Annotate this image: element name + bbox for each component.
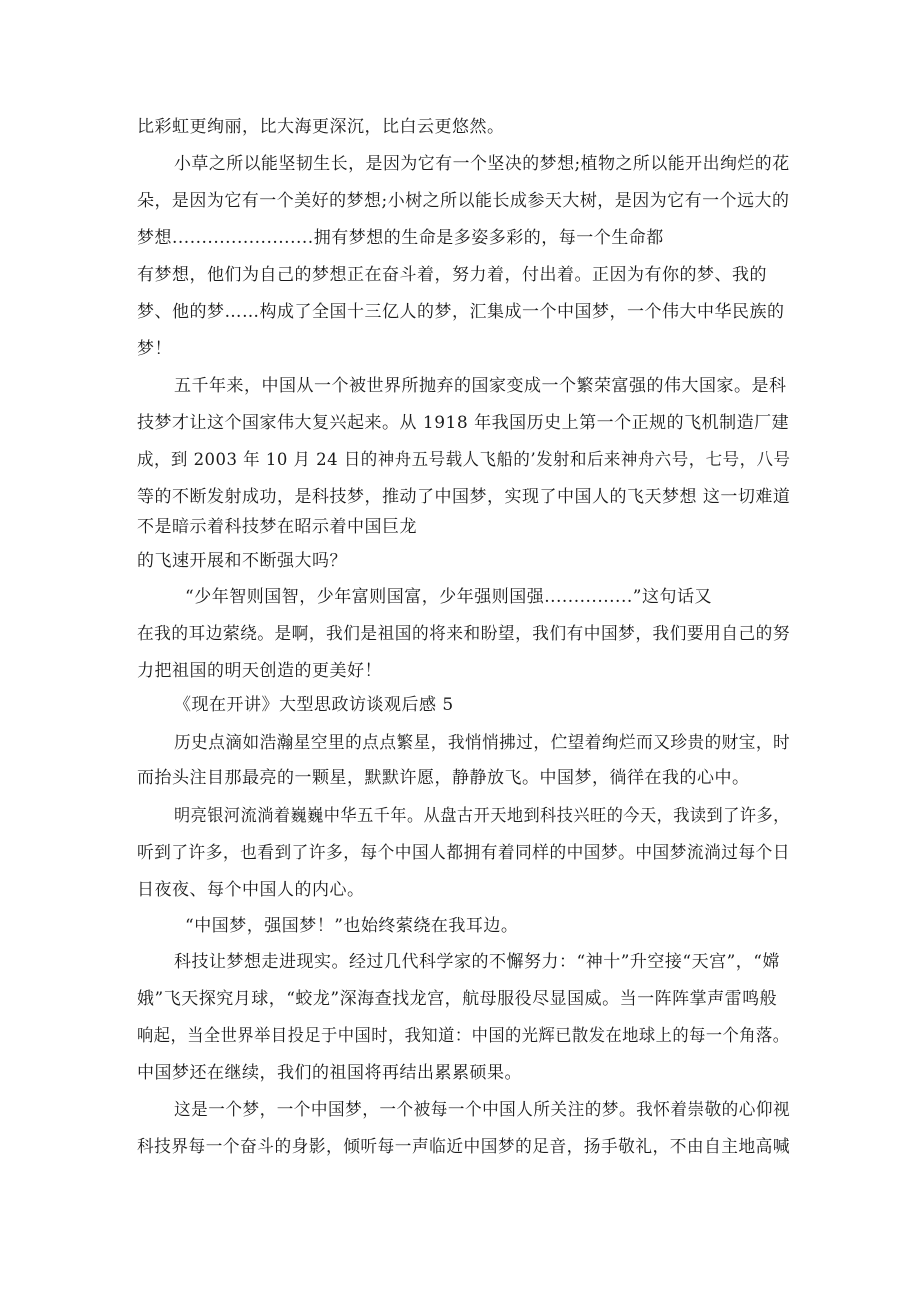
section-heading: 《现在开讲》大型思政访谈观后感 5 [174,695,454,715]
text-line: 日夜夜、每个中国人的内心。 [137,880,365,900]
text-line: 科技界每一个奋斗的身影，倾听每一声临近中国梦的足音，扬手敬礼，不由自主地高喊 [137,1137,791,1157]
text-line: 朵，是因为它有一个美好的梦想;小树之所以能长成参天大树，是因为它有一个远大的 [137,191,790,211]
text-line: 响起，当全世界举目投足于中国时，我知道：中国的光辉已散发在地球上的每一个角落。 [137,1026,790,1046]
text-line: 梦、他的梦……构成了全国十三亿人的梦，汇集成一个中国梦，一个伟大中华民族的 [137,302,785,322]
text-line: 听到了许多，也看到了许多，每个中国人都拥有着同样的中国梦。中国梦流淌过每个日 [137,843,791,863]
text-line: 梦想........................拥有梦想的生命是多姿多彩的，每一个生命都 [137,228,664,248]
text-line: 小草之所以能坚韧生长，是因为它有一个坚决的梦想;植物之所以能开出绚烂的花 [174,154,790,174]
text-line: 科技让梦想走进现实。经过几代科学家的不懈努力：“神十”升空接“天宫”，“嫦 [174,952,780,972]
text-line: “中国梦，强国梦！”也始终萦绕在我耳边。 [185,916,519,936]
text-line: 历史点滴如浩瀚星空里的点点繁星，我悄悄拂过，伫望着绚烂而又珍贵的财宝，时 [174,733,791,753]
text-line: 娥”飞天探究月球，“蛟龙”深海查找龙宫，航母服役尽显国威。当一阵阵掌声雷鸣般 [137,989,778,1009]
text-line: 有梦想，他们为自己的梦想正在奋斗着，努力着，付出着。正因为有你的梦、我的 [137,265,767,285]
text-line: 力把祖国的明天创造的更美好！ [137,661,382,681]
text-line: 技梦才让这个国家伟大复兴起来。从 1918 年我国历史上第一个正规的飞机制造厂建 [137,413,790,433]
text-line: 不是暗示着科技梦在昭示着中国巨龙 [137,517,417,537]
text-line: 在我的耳边萦绕。是啊，我们是祖国的将来和盼望，我们有中国梦，我们要用自己的努 [137,624,791,644]
text-line: 明亮银河流淌着巍巍中华五千年。从盘古开天地到科技兴旺的今天，我读到了许多， [174,806,790,826]
text-line: “少年智则国智，少年富则国富，少年强则国强...............”这句话又 [185,587,712,607]
text-line: 成，到 2003 年 10 月 24 日的神舟五号载人飞船的’发射和后来神舟六号，七号，八号 [137,450,791,470]
text-line: 等的不断发射成功，是科技梦，推动了中国梦，实现了中国人的飞天梦想 这一切难道 [137,487,791,507]
text-line: 梦！ [137,339,172,359]
text-line: 而抬头注目那最亮的一颗星，默默许愿，静静放飞。中国梦，徜徉在我的心中。 [137,768,750,788]
text-line: 的飞速开展和不断强大吗？ [137,551,347,571]
text-line: 五千年来，中国从一个被世界所抛弃的国家变成一个繁荣富强的伟大国家。是科 [174,376,787,396]
text-line: 这是一个梦，一个中国梦，一个被每一个中国人所关注的梦。我怀着崇敬的心仰视 [174,1100,791,1120]
text-line: 比彩虹更绚丽，比大海更深沉，比白云更悠然。 [137,117,505,137]
text-line: 中国梦还在继续，我们的祖国将再结出累累硕果。 [137,1063,522,1083]
